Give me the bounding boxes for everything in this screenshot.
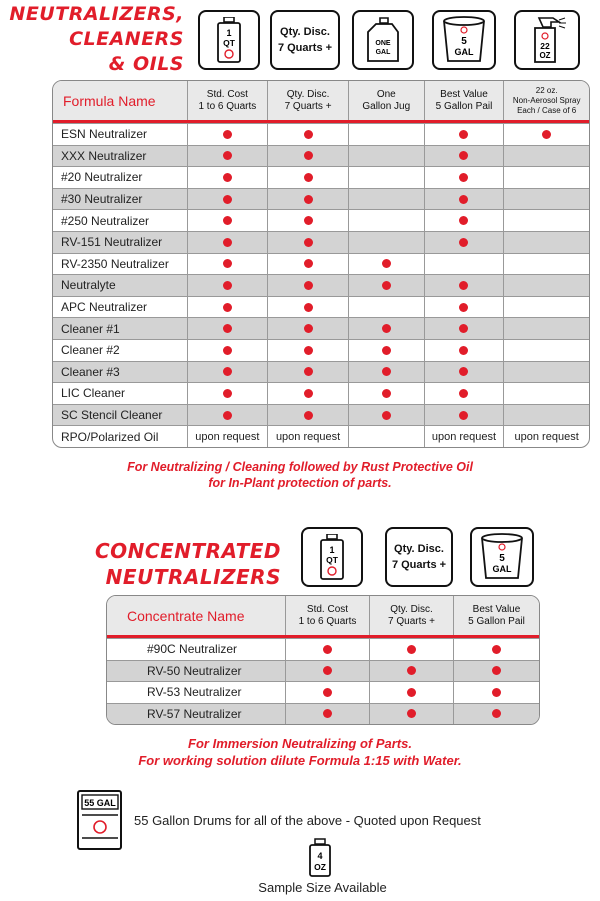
svg-text:1: 1 (329, 545, 335, 555)
table-cell (349, 189, 425, 210)
qty-disc-7-quarts-icon: Qty. Disc. 7 Quarts + (270, 10, 340, 70)
availability-dot (304, 259, 313, 268)
section-title-concentrated: CONCENTRATED NEUTRALIZERS (94, 539, 281, 589)
formula-table (52, 80, 590, 448)
availability-dot (223, 259, 232, 268)
table-cell (188, 275, 269, 296)
qty-disc-7-quarts-icon: Qty. Disc. 7 Quarts + (385, 527, 453, 587)
table-cell: upon request (188, 426, 269, 447)
table-cell (188, 189, 269, 210)
availability-dot (323, 666, 332, 675)
table-cell (188, 146, 269, 167)
table-cell (425, 297, 505, 318)
svg-text:5: 5 (461, 36, 467, 47)
table-cell (504, 254, 589, 275)
table-row (53, 166, 589, 188)
availability-dot (382, 346, 391, 355)
svg-text:55 GAL: 55 GAL (83, 797, 116, 808)
table-cell (504, 167, 589, 188)
table-cell (268, 318, 349, 339)
row-name: #30 Neutralizer (53, 189, 188, 210)
table-row (53, 274, 589, 296)
row-name: RV-53 Neutralizer (107, 682, 286, 703)
table-cell (268, 383, 349, 404)
availability-dot (304, 346, 313, 355)
table-cell: upon request (514, 430, 579, 443)
availability-dot (223, 367, 232, 376)
availability-dot (304, 324, 313, 333)
table-cell (425, 124, 505, 145)
table-cell (370, 639, 454, 660)
table-cell (425, 254, 505, 275)
table-cell (268, 362, 349, 383)
table-row (53, 231, 589, 253)
row-name: #250 Neutralizer (53, 210, 188, 231)
table-cell (188, 167, 269, 188)
header-spray: 22 oz. Non-Aerosol Spray Each / Case of 6 (512, 85, 581, 115)
table-cell (349, 362, 425, 383)
availability-dot (223, 238, 232, 247)
table-row (53, 209, 589, 231)
row-name: Cleaner #3 (53, 362, 188, 383)
svg-text:OZ: OZ (314, 862, 326, 872)
sample-text: Sample Size Available (258, 880, 387, 895)
availability-dot (382, 411, 391, 420)
table-cell (188, 362, 269, 383)
concentrate-table (106, 595, 540, 725)
header-five-gallon: Best Value 5 Gallon Pail (468, 603, 525, 627)
section1-note: For Neutralizing / Cleaning followed by Rust Protective Oil for In-Plant protection of parts. (127, 460, 473, 490)
availability-dot (407, 645, 416, 654)
table-cell (349, 167, 425, 188)
table-cell (268, 124, 349, 145)
table-cell (188, 232, 269, 253)
table-cell (504, 146, 589, 167)
availability-dot (382, 324, 391, 333)
table-row (107, 703, 539, 725)
availability-dot (223, 195, 232, 204)
table-cell (504, 275, 589, 296)
availability-dot (492, 709, 501, 718)
table-cell (349, 405, 425, 426)
availability-dot (223, 151, 232, 160)
table-row (53, 296, 589, 318)
availability-dot (407, 709, 416, 718)
table-cell (504, 297, 589, 318)
table-cell (349, 426, 425, 447)
table-cell (188, 297, 269, 318)
availability-dot (459, 411, 468, 420)
availability-dot (459, 367, 468, 376)
availability-dot (223, 324, 232, 333)
availability-dot (304, 151, 313, 160)
table-cell (504, 383, 589, 404)
header-formula-name: Formula Name (53, 81, 188, 120)
availability-dot (459, 173, 468, 182)
svg-text:GAL: GAL (375, 49, 391, 56)
table-row (53, 317, 589, 339)
table-cell (370, 704, 454, 725)
sample-4oz-bottle-icon (307, 838, 333, 878)
availability-dot (223, 216, 232, 225)
row-name: RPO/Polarized Oil (53, 426, 188, 447)
row-name: #20 Neutralizer (53, 167, 188, 188)
table-cell (454, 682, 539, 703)
row-name: Neutralyte (53, 275, 188, 296)
table-row (53, 361, 589, 383)
table-cell (425, 232, 505, 253)
availability-dot (304, 195, 313, 204)
availability-dot (459, 151, 468, 160)
table-cell (349, 318, 425, 339)
table-cell (349, 275, 425, 296)
table-cell (425, 340, 505, 361)
svg-text:QT: QT (326, 555, 338, 565)
table-cell (268, 340, 349, 361)
table-cell (349, 383, 425, 404)
availability-dot (223, 130, 232, 139)
svg-text:1: 1 (226, 28, 232, 38)
svg-text:GAL: GAL (492, 564, 512, 574)
table-cell (268, 405, 349, 426)
row-name: Cleaner #2 (53, 340, 188, 361)
table-cell (286, 661, 370, 682)
table-cell (425, 189, 505, 210)
table-cell (425, 405, 505, 426)
availability-dot (223, 346, 232, 355)
table-cell (268, 146, 349, 167)
availability-dot (382, 367, 391, 376)
table-cell (188, 383, 269, 404)
availability-dot (304, 367, 313, 376)
availability-dot (459, 324, 468, 333)
table-cell (188, 318, 269, 339)
table-cell (349, 146, 425, 167)
table-cell (504, 124, 589, 145)
availability-dot (459, 281, 468, 290)
availability-dot (304, 238, 313, 247)
row-name: XXX Neutralizer (53, 146, 188, 167)
table-cell (349, 210, 425, 231)
availability-dot (223, 303, 232, 312)
availability-dot (459, 346, 468, 355)
row-name: RV-57 Neutralizer (107, 704, 286, 725)
availability-dot (323, 688, 332, 697)
table-row (53, 123, 589, 145)
availability-dot (459, 216, 468, 225)
table-cell (425, 318, 505, 339)
concentrate-table-body (107, 638, 539, 724)
table-cell (349, 340, 425, 361)
availability-dot (382, 259, 391, 268)
availability-dot (304, 389, 313, 398)
table-cell (504, 340, 589, 361)
row-name: Cleaner #1 (53, 318, 188, 339)
section2-note: For Immersion Neutralizing of Parts. For working solution dilute Formula 1:15 with Water. (138, 736, 462, 768)
header-std-cost: Std. Cost 1 to 6 Quarts (286, 596, 370, 635)
header-std-cost: Std. Cost 1 to 6 Quarts (188, 81, 269, 120)
availability-dot (459, 195, 468, 204)
row-name: LIC Cleaner (53, 383, 188, 404)
table-row (53, 145, 589, 167)
five-gallon-pail-icon (470, 527, 534, 587)
availability-dot (459, 130, 468, 139)
availability-dot (304, 173, 313, 182)
table-cell (504, 318, 589, 339)
table-row (53, 253, 589, 275)
table-cell (268, 275, 349, 296)
drum-55-gallon-icon (77, 790, 122, 850)
availability-dot (304, 130, 313, 139)
availability-dot (492, 645, 501, 654)
table-cell (286, 704, 370, 725)
table-cell (188, 254, 269, 275)
table-cell (425, 275, 505, 296)
svg-text:4: 4 (317, 851, 323, 861)
table-row (53, 404, 589, 426)
availability-dot (407, 666, 416, 675)
table-cell (504, 405, 589, 426)
availability-dot (407, 688, 416, 697)
availability-dot (323, 709, 332, 718)
table-cell (349, 124, 425, 145)
one-gallon-jug-icon (352, 10, 414, 70)
table-cell (268, 254, 349, 275)
drum-text: 55 Gallon Drums for all of the above - Quoted upon Request (134, 813, 481, 828)
table-row (53, 425, 589, 447)
availability-dot (223, 411, 232, 420)
table-cell (370, 682, 454, 703)
table-cell (454, 639, 539, 660)
table-row (107, 681, 539, 703)
table-cell (425, 146, 505, 167)
table-cell (188, 124, 269, 145)
table-cell (504, 189, 589, 210)
table-row (53, 339, 589, 361)
table-row (107, 638, 539, 660)
table-cell (286, 682, 370, 703)
availability-dot (459, 303, 468, 312)
availability-dot (304, 216, 313, 225)
table-cell (286, 639, 370, 660)
table-cell (370, 661, 454, 682)
one-quart-bottle-icon (198, 10, 260, 70)
spray-bottle-22oz-icon (514, 10, 580, 70)
table-cell: upon request (425, 426, 505, 447)
row-name: RV-50 Neutralizer (107, 661, 286, 682)
availability-dot (304, 281, 313, 290)
availability-dot (304, 411, 313, 420)
header-concentrate-name: Concentrate Name (107, 596, 286, 635)
row-name: RV-151 Neutralizer (53, 232, 188, 253)
svg-text:OZ: OZ (539, 51, 551, 60)
section-title-neutralizers: NEUTRALIZERS, CLEANERS & OILS (9, 3, 184, 75)
table-cell (188, 405, 269, 426)
table-cell (425, 362, 505, 383)
formula-table-header (53, 81, 589, 123)
table-cell (188, 210, 269, 231)
availability-dot (492, 688, 501, 697)
table-cell (349, 297, 425, 318)
table-cell (425, 167, 505, 188)
header-five-gallon: Best Value 5 Gallon Pail (425, 81, 505, 120)
table-cell (504, 210, 589, 231)
availability-dot (459, 238, 468, 247)
svg-text:22: 22 (540, 41, 550, 51)
availability-dot (223, 389, 232, 398)
table-cell (454, 661, 539, 682)
table-cell: upon request (268, 426, 349, 447)
one-quart-bottle-icon (301, 527, 363, 587)
table-cell (425, 210, 505, 231)
header-qty-disc: Qty. Disc. 7 Quarts + (268, 81, 349, 120)
availability-dot (459, 389, 468, 398)
table-row (53, 382, 589, 404)
concentrate-table-header (107, 596, 539, 638)
table-row (53, 188, 589, 210)
row-name: RV-2350 Neutralizer (53, 254, 188, 275)
row-name: #90C Neutralizer (107, 639, 286, 660)
table-cell (268, 189, 349, 210)
five-gallon-pail-icon (432, 10, 496, 70)
table-cell (349, 232, 425, 253)
table-cell (188, 340, 269, 361)
table-cell (504, 232, 589, 253)
table-cell (349, 254, 425, 275)
header-qty-disc: Qty. Disc. 7 Quarts + (370, 596, 454, 635)
availability-dot (304, 303, 313, 312)
availability-dot (223, 281, 232, 290)
formula-table-body (53, 123, 589, 447)
svg-text:GAL: GAL (454, 47, 474, 57)
availability-dot (382, 389, 391, 398)
header-one-gallon: One Gallon Jug (349, 81, 425, 120)
svg-text:5: 5 (499, 553, 505, 564)
svg-text:ONE: ONE (375, 40, 391, 47)
table-cell (268, 210, 349, 231)
table-cell (454, 704, 539, 725)
table-row (107, 660, 539, 682)
row-name: SC Stencil Cleaner (53, 405, 188, 426)
availability-dot (542, 130, 551, 139)
row-name: APC Neutralizer (53, 297, 188, 318)
svg-text:QT: QT (223, 38, 235, 48)
table-cell (504, 362, 589, 383)
availability-dot (492, 666, 501, 675)
availability-dot (382, 281, 391, 290)
availability-dot (323, 645, 332, 654)
table-cell (268, 167, 349, 188)
table-cell (425, 383, 505, 404)
row-name: ESN Neutralizer (53, 124, 188, 145)
table-cell (268, 232, 349, 253)
table-cell (268, 297, 349, 318)
availability-dot (223, 173, 232, 182)
